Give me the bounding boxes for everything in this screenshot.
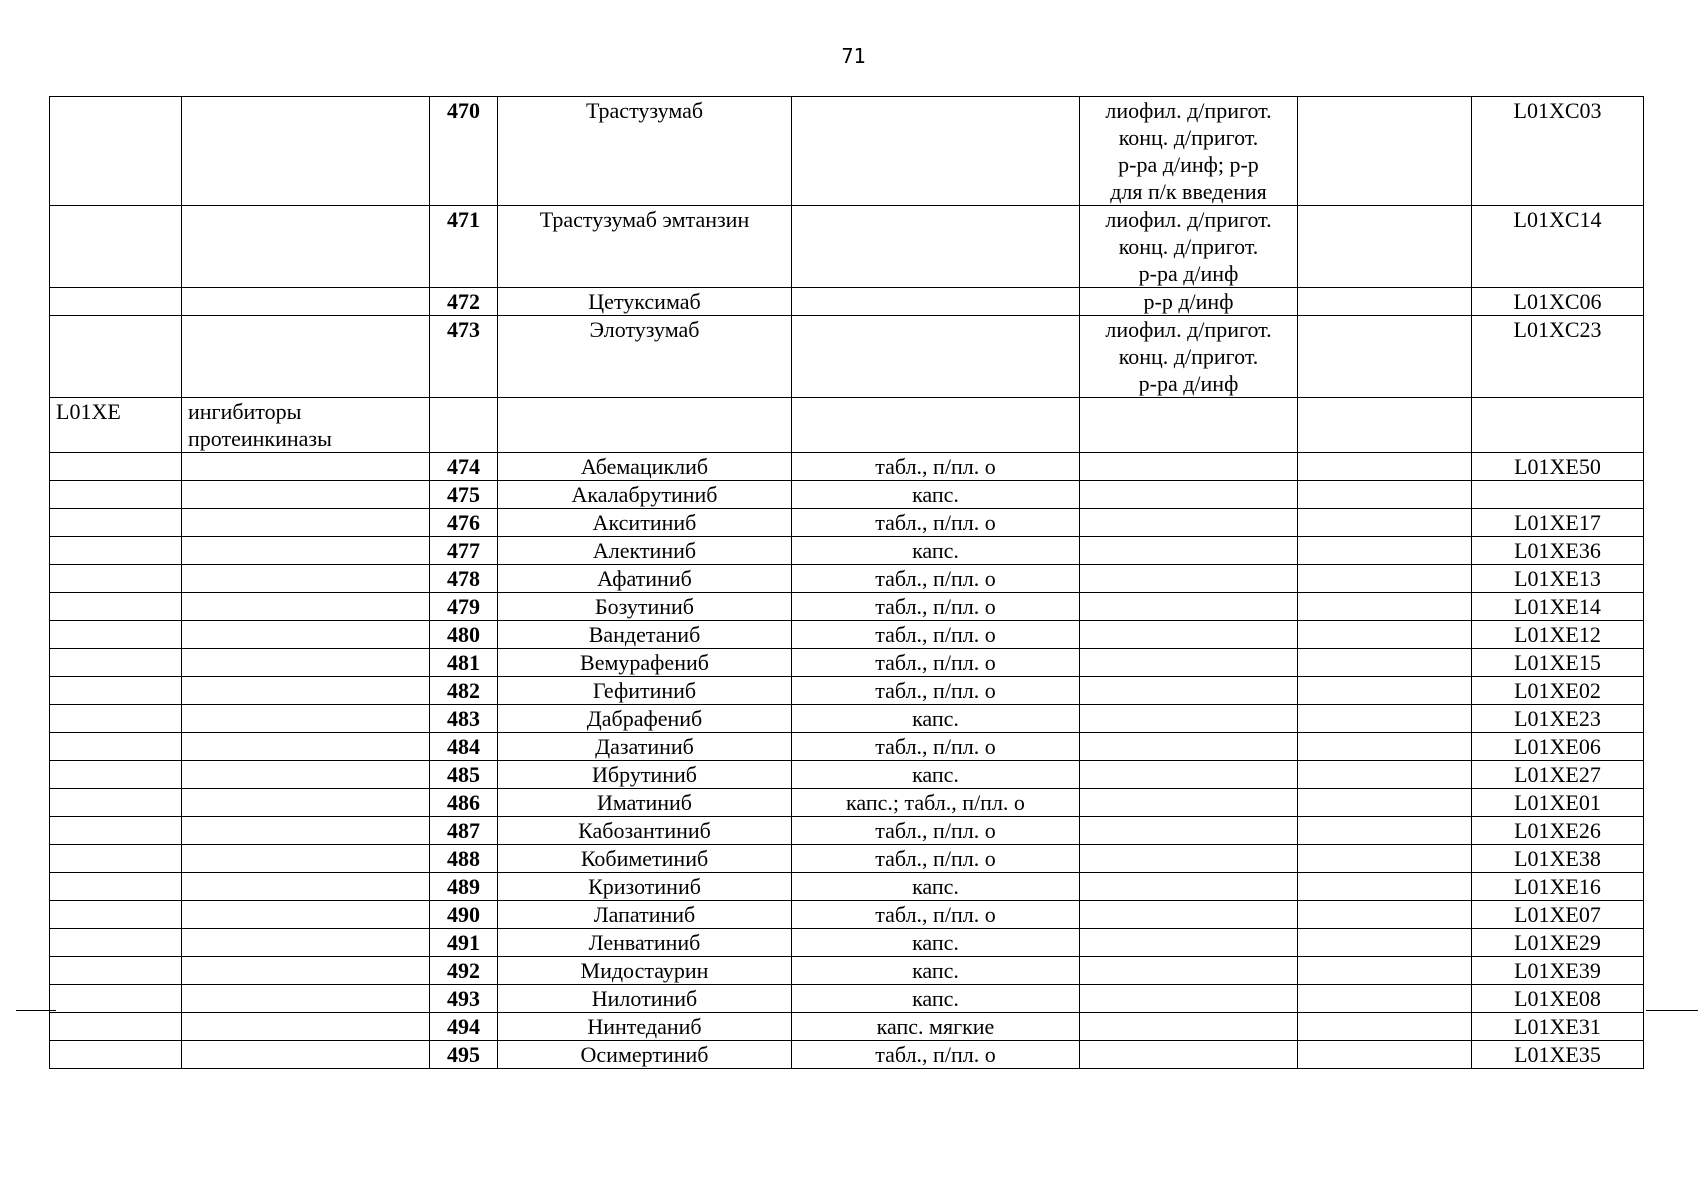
dosage-form-cell: капс. (792, 957, 1080, 985)
dosage-form-extra-cell (1080, 873, 1298, 901)
empty-cell (1298, 398, 1472, 453)
item-number-cell: 483 (430, 705, 498, 733)
dosage-form-cell: капс. мягкие (792, 1013, 1080, 1041)
table-row (50, 649, 1644, 677)
dosage-form-cell: капс. (792, 481, 1080, 509)
dosage-form-cell: табл., п/пл. о (792, 565, 1080, 593)
group-name-cell (182, 537, 430, 565)
empty-cell (1298, 761, 1472, 789)
dosage-form-extra-cell (1080, 957, 1298, 985)
empty-cell (1298, 537, 1472, 565)
atc-group-code-cell (50, 677, 182, 705)
group-name-cell (182, 789, 430, 817)
empty-cell (1298, 789, 1472, 817)
dosage-form-extra-cell (1080, 789, 1298, 817)
empty-cell (1298, 97, 1472, 206)
item-number-cell: 477 (430, 537, 498, 565)
group-name-cell (182, 845, 430, 873)
empty-cell (1298, 288, 1472, 316)
dosage-form-cell: капс.; табл., п/пл. о (792, 789, 1080, 817)
atc-code-cell (1472, 481, 1644, 509)
dosage-form-cell (792, 398, 1080, 453)
atc-code-cell: L01XE27 (1472, 761, 1644, 789)
atc-code-cell: L01XE02 (1472, 677, 1644, 705)
group-name-cell (182, 509, 430, 537)
empty-cell (1298, 206, 1472, 288)
dosage-form-extra-line: р-ра д/инф (1138, 371, 1239, 396)
dosage-form-extra-cell (1080, 97, 1298, 206)
dosage-form-extra-cell (1080, 481, 1298, 509)
group-name-cell (182, 206, 430, 288)
table-row (50, 845, 1644, 873)
dosage-form-extra-cell (1080, 845, 1298, 873)
atc-group-code-cell (50, 1041, 182, 1069)
drug-name-cell: Элотузумаб (498, 316, 792, 398)
dosage-form-cell (792, 97, 1080, 206)
atc-code-cell: L01XC06 (1472, 288, 1644, 316)
table-row (50, 873, 1644, 901)
table-row (50, 316, 1644, 398)
dosage-form-cell: капс. (792, 537, 1080, 565)
dosage-form-extra-line: р-ра д/инф (1138, 261, 1239, 286)
dosage-form-extra-line: р-ра д/инф; р-р (1118, 152, 1259, 177)
atc-code-cell: L01XE16 (1472, 873, 1644, 901)
item-number-cell: 487 (430, 817, 498, 845)
empty-cell (1298, 817, 1472, 845)
atc-code-cell: L01XE39 (1472, 957, 1644, 985)
drug-name-cell: Гефитиниб (498, 677, 792, 705)
atc-group-code-cell (50, 565, 182, 593)
item-number-cell: 473 (430, 316, 498, 398)
empty-cell (1298, 1041, 1472, 1069)
dosage-form-cell: табл., п/пл. о (792, 901, 1080, 929)
drug-name-cell: Афатиниб (498, 565, 792, 593)
drug-name-cell: Мидостаурин (498, 957, 792, 985)
atc-code-cell: L01XE07 (1472, 901, 1644, 929)
atc-group-code-cell (50, 733, 182, 761)
dosage-form-extra-cell (1080, 677, 1298, 705)
item-number-cell: 475 (430, 481, 498, 509)
atc-code-cell: L01XE26 (1472, 817, 1644, 845)
group-name-line: протеинкиназы (188, 426, 332, 451)
group-name-cell (182, 733, 430, 761)
dosage-form-extra-cell (1080, 565, 1298, 593)
dosage-form-cell: капс. (792, 873, 1080, 901)
table-row (50, 565, 1644, 593)
group-name-cell (182, 929, 430, 957)
atc-group-code-cell (50, 97, 182, 206)
dosage-form-cell: табл., п/пл. о (792, 509, 1080, 537)
group-name-cell (182, 288, 430, 316)
item-number-cell: 478 (430, 565, 498, 593)
drug-name-cell: Дазатиниб (498, 733, 792, 761)
dosage-form-cell: капс. (792, 761, 1080, 789)
empty-cell (1298, 481, 1472, 509)
atc-code-cell: L01XE38 (1472, 845, 1644, 873)
atc-code-cell: L01XE17 (1472, 509, 1644, 537)
item-number-cell: 489 (430, 873, 498, 901)
atc-code-cell: L01XE23 (1472, 705, 1644, 733)
table-row (50, 1041, 1644, 1069)
table-row (50, 621, 1644, 649)
atc-group-code-cell (50, 957, 182, 985)
drug-name-cell: Абемациклиб (498, 453, 792, 481)
table-row (50, 206, 1644, 288)
group-name-cell (182, 817, 430, 845)
table-row (50, 901, 1644, 929)
drug-name-cell: Трастузумаб (498, 97, 792, 206)
group-name-cell (182, 593, 430, 621)
dosage-form-cell: капс. (792, 929, 1080, 957)
atc-group-code-cell (50, 481, 182, 509)
empty-cell (1298, 957, 1472, 985)
scan-line-left (16, 1010, 56, 1011)
dosage-form-extra-line: конц. д/пригот. (1118, 344, 1259, 369)
dosage-form-cell: капс. (792, 705, 1080, 733)
drug-name-cell: Нинтеданиб (498, 1013, 792, 1041)
table-row (50, 1013, 1644, 1041)
table-row (50, 929, 1644, 957)
atc-group-code-cell (50, 761, 182, 789)
atc-code-cell: L01XE35 (1472, 1041, 1644, 1069)
empty-cell (1298, 593, 1472, 621)
item-number-cell: 482 (430, 677, 498, 705)
atc-code-cell: L01XC23 (1472, 316, 1644, 398)
dosage-form-extra-cell (1080, 761, 1298, 789)
item-number-cell: 491 (430, 929, 498, 957)
drug-name-cell: Кризотиниб (498, 873, 792, 901)
item-number-cell: 495 (430, 1041, 498, 1069)
group-name-cell (182, 901, 430, 929)
atc-code-cell: L01XE14 (1472, 593, 1644, 621)
table-row (50, 398, 1644, 453)
atc-group-code-cell (50, 1013, 182, 1041)
group-name-cell (182, 621, 430, 649)
atc-code-cell: L01XE50 (1472, 453, 1644, 481)
dosage-form-cell: табл., п/пл. о (792, 677, 1080, 705)
item-number-cell: 472 (430, 288, 498, 316)
group-name-cell (182, 761, 430, 789)
group-name-cell (182, 1041, 430, 1069)
dosage-form-cell: капс. (792, 985, 1080, 1013)
group-name-cell (182, 985, 430, 1013)
drug-name-cell: Осимертиниб (498, 1041, 792, 1069)
drug-name-cell: Акалабрутиниб (498, 481, 792, 509)
atc-code-cell: L01XC14 (1472, 206, 1644, 288)
table-row (50, 705, 1644, 733)
atc-code-cell: L01XE15 (1472, 649, 1644, 677)
dosage-form-extra-cell (1080, 316, 1298, 398)
group-name-cell (182, 453, 430, 481)
dosage-form-extra-cell (1080, 985, 1298, 1013)
item-number-cell: 470 (430, 97, 498, 206)
atc-code-cell: L01XE29 (1472, 929, 1644, 957)
group-name-cell (182, 1013, 430, 1041)
atc-group-code-cell (50, 593, 182, 621)
atc-group-code-cell (50, 649, 182, 677)
table-row (50, 957, 1644, 985)
table-row (50, 481, 1644, 509)
dosage-form-extra-line: р-р д/инф (1143, 289, 1234, 314)
atc-group-code-cell (50, 901, 182, 929)
group-name-cell (182, 316, 430, 398)
drug-name-cell: Акситиниб (498, 509, 792, 537)
dosage-form-extra-cell (1080, 705, 1298, 733)
atc-group-code-cell (50, 316, 182, 398)
atc-group-code-cell: L01XE (50, 398, 182, 453)
table-row (50, 537, 1644, 565)
item-number-cell: 481 (430, 649, 498, 677)
dosage-form-cell (792, 316, 1080, 398)
group-name-cell (182, 873, 430, 901)
atc-code-cell: L01XE13 (1472, 565, 1644, 593)
dosage-form-extra-line: лиофил. д/пригот. (1105, 207, 1272, 232)
empty-cell (1298, 621, 1472, 649)
empty-cell (1298, 677, 1472, 705)
table-row (50, 97, 1644, 206)
atc-code-cell: L01XE08 (1472, 985, 1644, 1013)
item-number-cell: 493 (430, 985, 498, 1013)
atc-group-code-cell (50, 206, 182, 288)
group-name-cell (182, 677, 430, 705)
dosage-form-extra-cell (1080, 206, 1298, 288)
drug-name-cell: Иматиниб (498, 789, 792, 817)
drug-name-cell: Алектиниб (498, 537, 792, 565)
dosage-form-cell: табл., п/пл. о (792, 845, 1080, 873)
drug-name-cell: Кобиметиниб (498, 845, 792, 873)
empty-cell (1298, 649, 1472, 677)
item-number-cell: 480 (430, 621, 498, 649)
dosage-form-cell: табл., п/пл. о (792, 453, 1080, 481)
item-number-cell: 494 (430, 1013, 498, 1041)
table-row (50, 288, 1644, 316)
dosage-form-extra-cell (1080, 453, 1298, 481)
dosage-form-extra-cell (1080, 1041, 1298, 1069)
dosage-form-extra-cell (1080, 288, 1298, 316)
table-row (50, 733, 1644, 761)
atc-code-cell (1472, 398, 1644, 453)
dosage-form-extra-cell (1080, 593, 1298, 621)
atc-code-cell: L01XE31 (1472, 1013, 1644, 1041)
scan-line-right (1646, 1010, 1698, 1011)
dosage-form-extra-line: конц. д/пригот. (1118, 125, 1259, 150)
drug-name-cell: Вандетаниб (498, 621, 792, 649)
dosage-form-extra-line: лиофил. д/пригот. (1105, 317, 1272, 342)
dosage-form-cell (792, 206, 1080, 288)
empty-cell (1298, 873, 1472, 901)
item-number-cell: 476 (430, 509, 498, 537)
drug-name-cell: Лапатиниб (498, 901, 792, 929)
table-row (50, 789, 1644, 817)
group-name-line: ингибиторы (188, 399, 302, 424)
page-number: 71 (841, 44, 866, 68)
group-name-cell (182, 649, 430, 677)
dosage-form-extra-cell (1080, 901, 1298, 929)
drug-name-cell: Кабозантиниб (498, 817, 792, 845)
table-body (50, 97, 1644, 1069)
dosage-form-extra-cell (1080, 398, 1298, 453)
empty-cell (1298, 901, 1472, 929)
atc-group-code-cell (50, 845, 182, 873)
atc-group-code-cell (50, 509, 182, 537)
dosage-form-cell: табл., п/пл. о (792, 621, 1080, 649)
item-number-cell: 492 (430, 957, 498, 985)
item-number-cell: 486 (430, 789, 498, 817)
group-name-cell (182, 97, 430, 206)
dosage-form-extra-cell (1080, 649, 1298, 677)
empty-cell (1298, 316, 1472, 398)
drug-name-cell: Ибрутиниб (498, 761, 792, 789)
item-number-cell: 484 (430, 733, 498, 761)
table-row (50, 453, 1644, 481)
item-number-cell: 479 (430, 593, 498, 621)
atc-group-code-cell (50, 929, 182, 957)
group-name-cell (182, 398, 430, 453)
empty-cell (1298, 509, 1472, 537)
dosage-form-extra-cell (1080, 817, 1298, 845)
empty-cell (1298, 1013, 1472, 1041)
atc-code-cell: L01XE01 (1472, 789, 1644, 817)
table-row (50, 817, 1644, 845)
empty-cell (1298, 705, 1472, 733)
dosage-form-extra-cell (1080, 537, 1298, 565)
table-row (50, 761, 1644, 789)
dosage-form-extra-cell (1080, 1013, 1298, 1041)
drug-name-cell: Вемурафениб (498, 649, 792, 677)
atc-group-code-cell (50, 705, 182, 733)
empty-cell (1298, 565, 1472, 593)
dosage-form-cell: табл., п/пл. о (792, 593, 1080, 621)
item-number-cell: 490 (430, 901, 498, 929)
table-row (50, 593, 1644, 621)
drug-name-cell: Бозутиниб (498, 593, 792, 621)
atc-group-code-cell (50, 621, 182, 649)
dosage-form-extra-cell (1080, 733, 1298, 761)
dosage-form-cell: табл., п/пл. о (792, 817, 1080, 845)
empty-cell (1298, 733, 1472, 761)
table-row (50, 677, 1644, 705)
dosage-form-cell (792, 288, 1080, 316)
atc-group-code-cell (50, 789, 182, 817)
dosage-form-extra-cell (1080, 509, 1298, 537)
dosage-form-cell: табл., п/пл. о (792, 733, 1080, 761)
group-name-cell (182, 481, 430, 509)
dosage-form-cell: табл., п/пл. о (792, 1041, 1080, 1069)
item-number-cell: 488 (430, 845, 498, 873)
table-row (50, 509, 1644, 537)
dosage-form-extra-cell (1080, 621, 1298, 649)
atc-group-code-cell (50, 288, 182, 316)
atc-group-code-cell (50, 817, 182, 845)
dosage-form-cell: табл., п/пл. о (792, 649, 1080, 677)
dosage-form-extra-line: для п/к введения (1110, 179, 1267, 204)
empty-cell (1298, 929, 1472, 957)
item-number-cell: 485 (430, 761, 498, 789)
empty-cell (1298, 453, 1472, 481)
drug-table (49, 96, 1644, 1069)
empty-cell (1298, 985, 1472, 1013)
drug-name-cell: Ленватиниб (498, 929, 792, 957)
atc-code-cell: L01XC03 (1472, 97, 1644, 206)
empty-cell (1298, 845, 1472, 873)
dosage-form-extra-line: лиофил. д/пригот. (1105, 98, 1272, 123)
item-number-cell: 474 (430, 453, 498, 481)
drug-name-cell (498, 398, 792, 453)
atc-code-cell: L01XE06 (1472, 733, 1644, 761)
drug-name-cell: Нилотиниб (498, 985, 792, 1013)
drug-name-cell: Трастузумаб эмтанзин (498, 206, 792, 288)
dosage-form-extra-cell (1080, 929, 1298, 957)
atc-code-cell: L01XE36 (1472, 537, 1644, 565)
atc-group-code-cell (50, 873, 182, 901)
group-name-cell (182, 705, 430, 733)
drug-name-cell: Дабрафениб (498, 705, 792, 733)
item-number-cell (430, 398, 498, 453)
atc-group-code-cell (50, 985, 182, 1013)
group-name-cell (182, 565, 430, 593)
drug-name-cell: Цетуксимаб (498, 288, 792, 316)
item-number-cell: 471 (430, 206, 498, 288)
group-name-cell (182, 957, 430, 985)
atc-group-code-cell (50, 537, 182, 565)
atc-group-code-cell (50, 453, 182, 481)
atc-code-cell: L01XE12 (1472, 621, 1644, 649)
dosage-form-extra-line: конц. д/пригот. (1118, 234, 1259, 259)
table-row (50, 985, 1644, 1013)
